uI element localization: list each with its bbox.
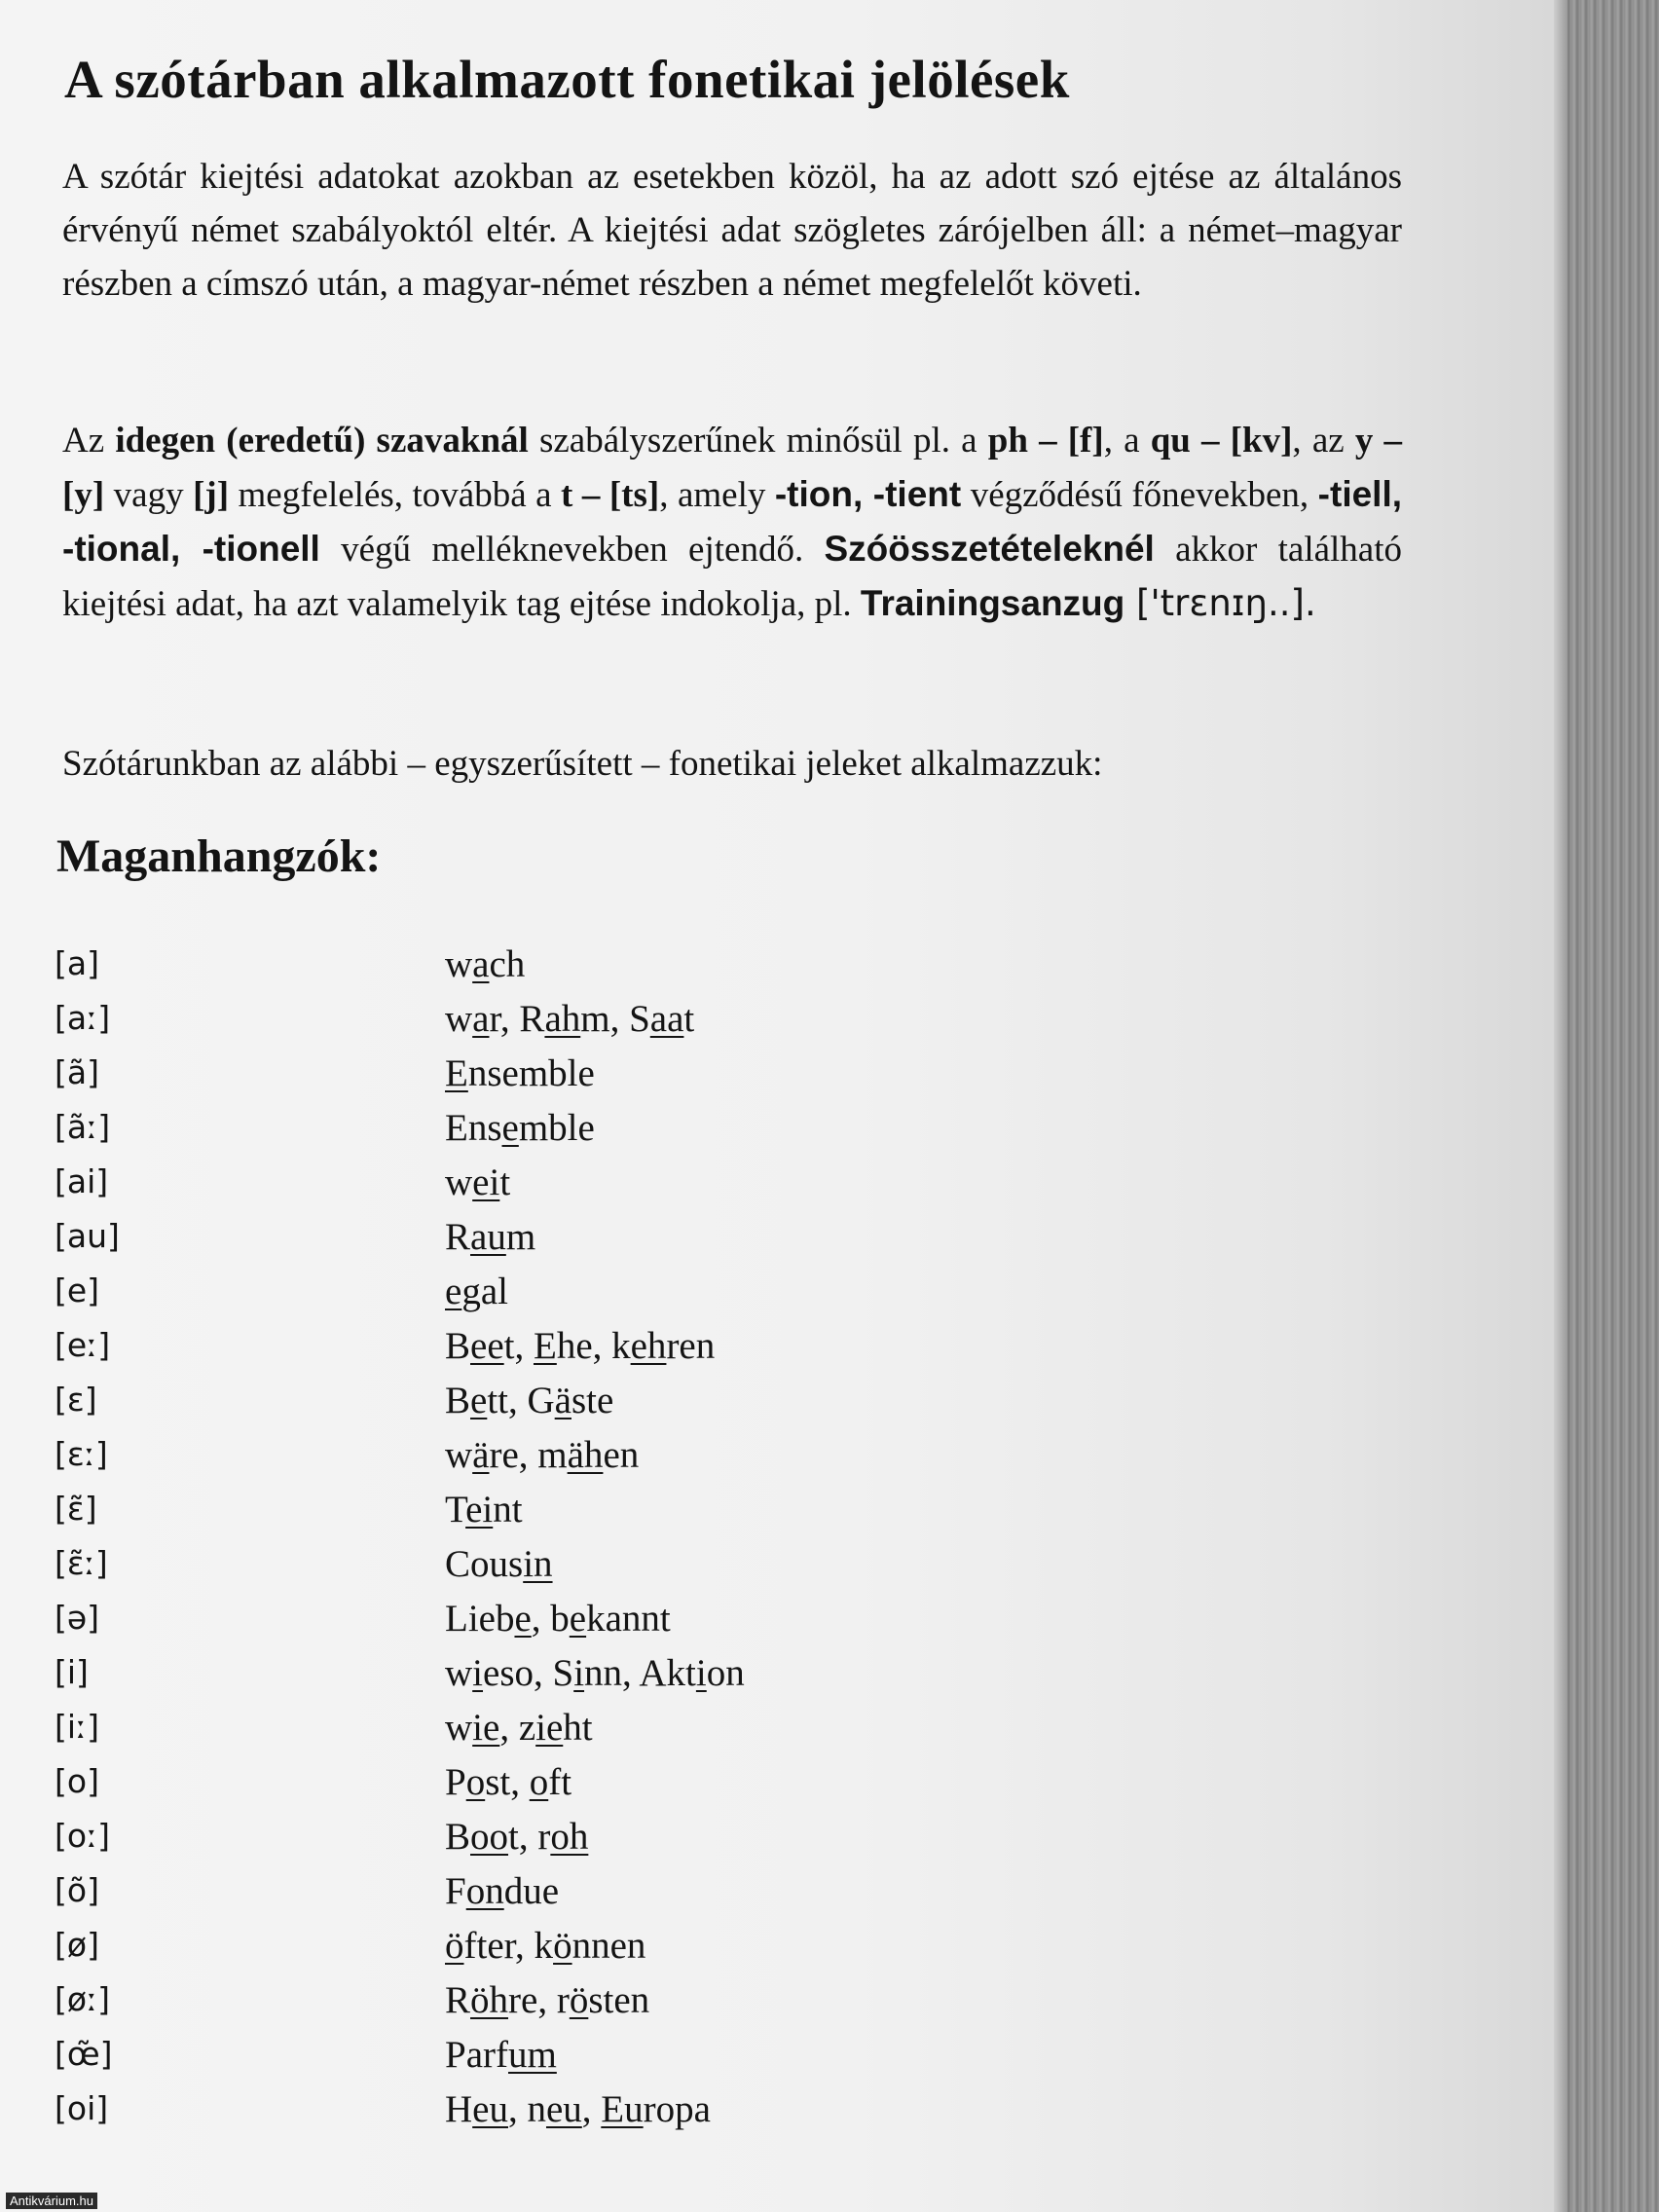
underlined-letters: au: [470, 1216, 506, 1258]
example-text: , z: [499, 1707, 536, 1749]
vowel-example: [445, 2033, 557, 2077]
vowel-symbol: [iː]: [55, 1708, 100, 1746]
underlined-letters: oh: [550, 1816, 589, 1858]
vowel-example: [445, 1924, 645, 1968]
underlined-letters: ä: [472, 1434, 490, 1476]
rules-bold: y – [y]: [62, 421, 1402, 515]
underlined-letters: eu: [545, 2088, 582, 2130]
rules-text: ['trɛnɪŋ..].: [1124, 582, 1316, 624]
underlined-letters: E: [533, 1325, 557, 1367]
example-text: ht: [563, 1707, 593, 1749]
example-text: ch: [489, 943, 526, 985]
vowel-example: [445, 1324, 715, 1368]
vowel-example: [445, 1597, 671, 1641]
example-text: st,: [485, 1761, 530, 1803]
example-text: ft: [548, 1761, 572, 1803]
underlined-letters: ö: [553, 1925, 572, 1967]
underlined-letters: Eu: [601, 2088, 644, 2130]
example-text: w: [445, 1161, 473, 1203]
underlined-letters: ö: [569, 1979, 589, 2021]
rules-paragraph: [62, 414, 1402, 631]
rules-text: , a: [1103, 421, 1151, 461]
vowel-symbol: [ãː]: [55, 1108, 111, 1146]
rules-text: végződésű főnevekben,: [961, 475, 1318, 515]
example-text: R: [445, 1216, 471, 1258]
underlined-letters: in: [523, 1543, 553, 1585]
rules-bold: -tiell, -tional, -tionell: [62, 474, 1403, 569]
underlined-letters: ee: [470, 1325, 504, 1367]
underlined-letters: a: [472, 998, 490, 1040]
example-text: , b: [531, 1598, 570, 1640]
vowel-symbol: [e]: [55, 1272, 100, 1309]
underlined-letters: ei: [465, 1489, 494, 1530]
vowel-example: [445, 942, 525, 986]
underlined-letters: ie: [472, 1707, 500, 1749]
book-spine: [1554, 0, 1659, 2212]
rules-bold: qu – [kv]: [1150, 421, 1293, 461]
example-text: nsemble: [467, 1052, 595, 1094]
example-text: r, R: [489, 998, 545, 1040]
underlined-letters: e: [501, 1107, 519, 1149]
example-text: re, m: [489, 1434, 568, 1476]
rules-text: szabályszerűnek minősül pl. a: [528, 421, 988, 461]
example-text: H: [445, 2088, 473, 2130]
underlined-letters: o: [465, 1761, 486, 1803]
rules-text: végű melléknevekben ejtendő.: [319, 530, 825, 570]
underlined-letters: a: [472, 943, 490, 985]
vowel-example: [445, 997, 694, 1041]
example-text: t,: [503, 1325, 534, 1367]
vowel-symbol: [a]: [55, 944, 99, 982]
example-text: nt: [493, 1489, 523, 1530]
example-text: m: [505, 1216, 536, 1258]
example-text: due: [503, 1870, 560, 1912]
example-text: w: [445, 998, 473, 1040]
watermark: Antikvárium.hu: [6, 2193, 97, 2209]
vowel-symbol: [ɛ̃]: [55, 1490, 97, 1528]
underlined-letters: i: [695, 1652, 707, 1694]
example-text: R: [445, 1979, 471, 2021]
vowel-symbol: [ɛː]: [55, 1435, 108, 1473]
rules-text: , az: [1292, 421, 1355, 461]
vowel-example: [445, 1815, 588, 1859]
vowel-symbol: [ɛ]: [55, 1381, 97, 1419]
example-text: gal: [461, 1271, 508, 1312]
underlined-letters: äh: [567, 1434, 604, 1476]
underlined-letters: öh: [470, 1979, 509, 2021]
example-text: ,: [581, 2088, 602, 2130]
vowel-symbol: [aː]: [55, 999, 111, 1037]
vowel-example: [445, 1978, 649, 2022]
example-text: w: [445, 1652, 473, 1694]
vowel-example: [445, 2087, 711, 2131]
underlined-letters: i: [573, 1652, 585, 1694]
underlined-letters: o: [529, 1761, 549, 1803]
example-text: ste: [571, 1380, 614, 1421]
underlined-letters: ö: [445, 1925, 464, 1967]
rules-bold: -tion, -tient: [774, 474, 962, 514]
example-text: on: [706, 1652, 745, 1694]
example-text: Parf: [445, 2034, 508, 2076]
underlined-letters: oo: [470, 1816, 509, 1858]
example-text: , n: [507, 2088, 546, 2130]
underlined-letters: ie: [535, 1707, 564, 1749]
vowel-example: [445, 1542, 553, 1586]
example-text: P: [445, 1761, 466, 1803]
vowel-example: [445, 1270, 508, 1313]
intro-paragraph: A szótár kiejtési adatokat azokban az esetekben közöl, ha az adott szó ejtése az általános érvényű német szabályoktól eltér. A kiejtési adat szögletes zárójelben áll: a német–magyar részben a címszó után, a magyar-német részben a német megfelelőt követi.: [62, 157, 1402, 304]
rules-bold: ph – [f]: [987, 421, 1104, 461]
vowel-symbol: [eː]: [55, 1326, 111, 1364]
vowel-symbol: [au]: [55, 1217, 120, 1255]
vowel-symbol: [oː]: [55, 1817, 111, 1855]
rules-text: Az: [62, 421, 116, 461]
example-text: he, k: [556, 1325, 631, 1367]
underlined-letters: eh: [630, 1325, 667, 1367]
vowel-symbol: [œ̃]: [55, 2035, 113, 2073]
vowel-symbol: [ai]: [55, 1162, 109, 1200]
rules-bold: [j]: [193, 475, 230, 515]
vowel-symbol: [ɛ̃ː]: [55, 1544, 108, 1582]
rules-text: vagy: [104, 475, 194, 515]
rules-text: akkor található kiejtési adat, ha azt valamelyik tag ejtése indokolja, pl.: [62, 530, 1403, 624]
vowel-symbol: [øː]: [55, 1980, 111, 2018]
underlined-letters: ä: [554, 1380, 571, 1421]
underlined-letters: aa: [649, 998, 684, 1040]
rules-text: , amely: [659, 475, 775, 515]
vowel-example: [445, 1106, 595, 1150]
example-text: nnen: [571, 1925, 646, 1967]
vowel-example: [445, 1706, 593, 1750]
underlined-letters: ei: [472, 1161, 500, 1203]
example-text: t, r: [508, 1816, 551, 1858]
example-text: B: [445, 1816, 471, 1858]
example-text: m, S: [580, 998, 650, 1040]
example-text: t: [683, 998, 695, 1040]
example-text: kannt: [586, 1598, 671, 1640]
rules-bold: Trainingsanzug: [860, 583, 1125, 623]
example-text: nn, Akt: [584, 1652, 696, 1694]
vowel-example: [445, 1760, 571, 1804]
vowel-example: [445, 1488, 523, 1531]
vowel-symbol: [ə]: [55, 1599, 100, 1637]
example-text: w: [445, 1707, 473, 1749]
example-text: en: [603, 1434, 640, 1476]
vowel-example: [445, 1379, 613, 1422]
vowel-example: [445, 1161, 510, 1204]
underlined-letters: um: [507, 2034, 557, 2076]
underlined-letters: on: [465, 1870, 504, 1912]
rules-bold: Szóösszetételeknél: [824, 529, 1155, 569]
example-text: B: [445, 1325, 471, 1367]
vowel-symbol: [i]: [55, 1653, 89, 1691]
underlined-letters: e: [514, 1598, 532, 1640]
example-text: mble: [518, 1107, 595, 1149]
vowel-symbol: [oi]: [55, 2089, 109, 2127]
vowel-symbol: [ã]: [55, 1053, 99, 1091]
example-text: Lieb: [445, 1598, 515, 1640]
example-text: tt, G: [487, 1380, 555, 1421]
page-title: A szótárban alkalmazott fonetikai jelölések: [64, 50, 1070, 109]
rules-bold: idegen (eredetű) szavaknál: [115, 421, 529, 461]
example-text: w: [445, 1434, 473, 1476]
underlined-letters: i: [472, 1652, 484, 1694]
example-text: F: [445, 1870, 466, 1912]
example-text: Ens: [445, 1107, 502, 1149]
vowel-example: [445, 1869, 559, 1913]
example-text: sten: [588, 1979, 650, 2021]
underlined-letters: ah: [544, 998, 581, 1040]
example-text: fter, k: [463, 1925, 554, 1967]
underlined-letters: e: [445, 1271, 462, 1312]
rules-text: megfelelés, továbbá a: [229, 475, 562, 515]
vowel-symbol: [o]: [55, 1762, 99, 1800]
underlined-letters: e: [569, 1598, 587, 1640]
vowel-example: [445, 1215, 535, 1259]
rules-bold: t – [ts]: [561, 475, 660, 515]
vowel-example: [445, 1433, 639, 1477]
vowel-symbol: [ø]: [55, 1926, 99, 1964]
example-text: B: [445, 1380, 471, 1421]
example-text: t: [499, 1161, 511, 1203]
vowels-heading: Maganhangzók:: [56, 830, 382, 882]
vowel-example: [445, 1051, 595, 1095]
underlined-letters: E: [445, 1052, 468, 1094]
underlined-letters: e: [470, 1380, 488, 1421]
vowel-symbol: [õ]: [55, 1871, 99, 1909]
example-text: ren: [666, 1325, 716, 1367]
symbols-intro: Szótárunkban az alábbi – egyszerűsített – fonetikai jeleket alkalmazzuk:: [62, 744, 1103, 784]
example-text: Cous: [445, 1543, 524, 1585]
example-text: ropa: [643, 2088, 711, 2130]
example-text: eso, S: [483, 1652, 574, 1694]
example-text: re, r: [508, 1979, 570, 2021]
example-text: T: [445, 1489, 466, 1530]
example-text: w: [445, 943, 473, 985]
vowel-example: [445, 1651, 745, 1695]
underlined-letters: eu: [472, 2088, 508, 2130]
